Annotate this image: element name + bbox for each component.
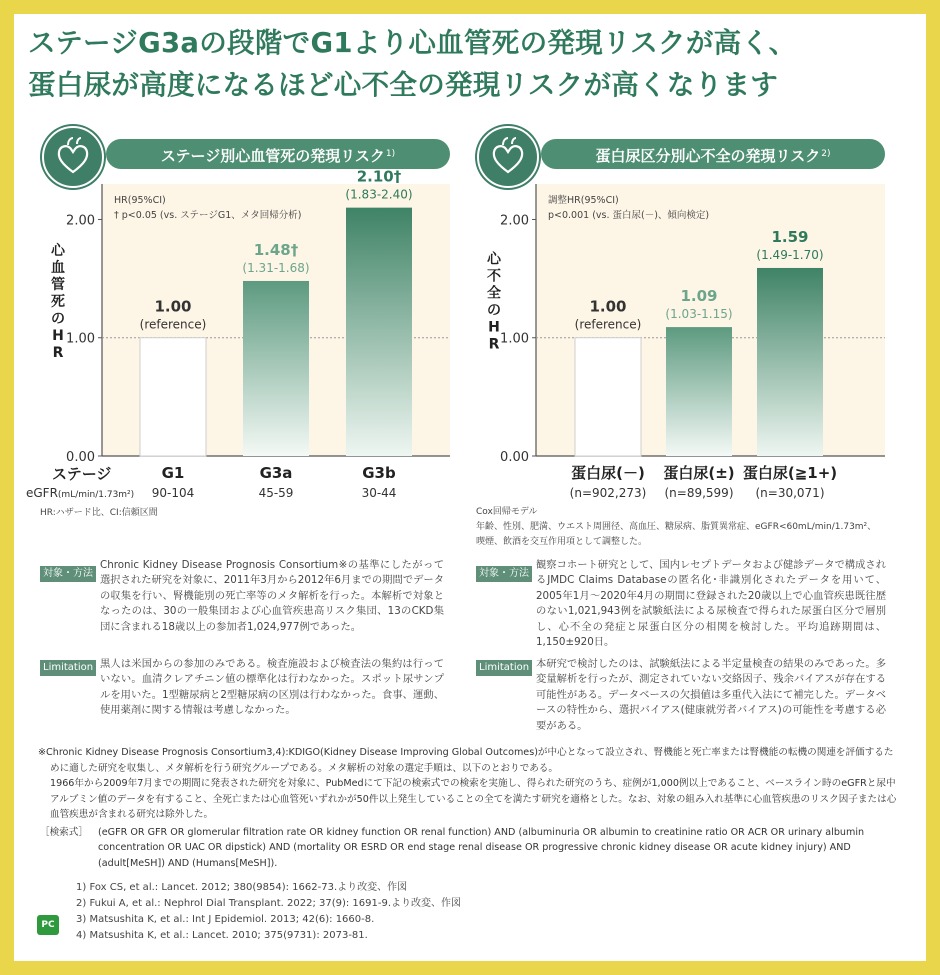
reference-1: 1) Fox CS, et al.: Lancet. 2012; 380(9854): 1662-73.より改変、作図: [76, 882, 408, 893]
right-model-note-2: 年齢、性別、肥満、ウエスト周囲径、高血圧、糖尿病、脂質異常症、eGFR<60mL/min/1.73m²、: [476, 522, 877, 532]
left-category-sublabel: 30-44: [361, 486, 397, 500]
right-category-label: 蛋白尿(±): [663, 464, 735, 482]
page-title-line-2: 蛋白尿が高度になるほど心不全の発現リスクが高くなります: [28, 69, 779, 101]
left-chart-notes: [114, 193, 301, 223]
search-formula: [38, 825, 900, 872]
page-title-line-1: ステージG3aの段階でG1より心血管死の発現リスクが高く、: [28, 27, 797, 59]
right-value-label: 1.59: [771, 227, 809, 246]
right-y-tick-label: 2.00: [500, 213, 529, 229]
right-ci-label: (1.49-1.70): [756, 247, 824, 262]
left-note-hr: HR(95%CI): [114, 195, 166, 206]
left-y-axis-label: 心血管死の H R: [51, 243, 65, 361]
left-value-label: 1.48†: [253, 240, 299, 259]
right-value-label: 1.09: [680, 287, 718, 306]
reference-4: 4) Matsushita K, et al.: Lancet. 2010; 375(9731): 2073-81.: [76, 930, 368, 941]
left-y-tick-label: 2.00: [66, 213, 95, 229]
heart-icon: [42, 126, 104, 188]
right-bar: [757, 268, 823, 456]
left-row-egfr-label: [26, 486, 134, 500]
search-formula-text: (eGFR OR GFR OR glomerular filtration rate OR kidney function OR renal function) AND (albuminuria OR albumin to creatinine ratio OR ACR OR urinary albumin concentration OR UAC OR dipstick) AND (mortality OR ESRD OR end stage renal disease OR progressive chronic kidney disease OR acute kidney injury) AND (adult[MeSH]) AND (Humans[MeSH]).: [98, 826, 865, 869]
right-limitation-tag: Limitation: [476, 660, 532, 676]
left-bar: [140, 338, 206, 456]
left-value-label: 2.10†: [356, 167, 402, 186]
right-chart-title-pill: [541, 139, 885, 169]
right-model-note-1: Cox回帰モデル: [476, 507, 538, 517]
right-y-tick-label: 1.00: [500, 331, 529, 347]
right-ci-label: (1.03-1.15): [665, 307, 733, 322]
left-ci-label: (1.31-1.68): [242, 260, 310, 275]
left-row-stage-label: ステージ: [52, 465, 112, 483]
page-title: [28, 22, 888, 106]
reference-2: 2) Fukui A, et al.: Nephrol Dial Transplant. 2022; 37(9): 1691-9.より改変、作図: [76, 898, 462, 909]
left-chart-title-pill: [106, 139, 450, 169]
right-value-label: 1.00: [589, 297, 627, 316]
right-y-tick-label: 0.00: [500, 450, 529, 465]
right-chart-title: 蛋白尿区分別心不全の発現リスク: [595, 147, 821, 165]
left-category-sublabel: 45-59: [258, 486, 294, 500]
right-model-notes: [476, 505, 876, 550]
left-category-label: G3b: [362, 464, 396, 482]
search-formula-label: ［検索式］: [40, 826, 88, 838]
right-category-label: 蛋白尿(－): [571, 464, 645, 482]
right-y-axis-label: 心不全の H R: [487, 251, 501, 353]
egfr-label: eGFR: [26, 486, 58, 500]
left-category-sublabel: 90-104: [151, 486, 195, 500]
right-methods-text: 観察コホート研究として、国内レセプトデータおよび健診データで構成されるJMDC Claims Databaseの匿名化･非識別化されたデータを用いて、2005年1月～2020年4月の期間に登録された20歳以上で心血管疾患既往歴のない1,021,943例を試験紙法による尿検査で得られた尿蛋白区分で層別し、心不全の発症と尿蛋白区分の相関を検討した。平均追跡期間は、1,150±920日。: [536, 559, 886, 649]
pc-logo: PC: [37, 915, 59, 935]
right-limitation-text: 本研究で検討したのは、試験紙法による半定量検査の結果のみであった。多変量解析を行ったが、測定されていない交絡因子、残余バイアスが存在する可能性がある。データベースの欠損値は多重代入法にて補完した。データベースの特性から、選択バイアス(健康就労者バイアス)の可能性を考慮する必要がある。: [536, 658, 886, 732]
left-limitation-text: 黒人は米国からの参加のみである。検査施設および検査法の集約は行っていない。血清クレアチニン値の標準化は行わなかった。スポット尿サンプルを用いた。1型糖尿病と2型糖尿病の区別は行わなかった。食事、運動、使用薬剤に関する情報は考慮しなかった。: [100, 658, 444, 717]
right-category-sublabel: (n=902,273): [569, 486, 647, 500]
right-category-sublabel: (n=30,071): [755, 486, 825, 500]
right-note-p: p<0.001 (vs. 蛋白尿(－)、傾向検定): [548, 210, 710, 221]
heart-icon: [477, 126, 539, 188]
footnote-line-1: ※Chronic Kidney Disease Prognosis Consortium3,4):KDIGO(Kidney Disease Improving Global Outcomes)が中心となって設立され、腎機能と死亡率または腎機能の転機の関連を評価するために適した研究を収集し、メタ解析を行う研究グループである。メタ解析の対象の選定手順は、以下のとおりである。: [38, 747, 894, 774]
left-value-label: 1.00: [154, 297, 192, 316]
right-ci-label: (reference): [574, 317, 642, 332]
right-chart-title-ref: 2): [821, 149, 831, 159]
left-limitation-tag: Limitation: [40, 660, 96, 676]
right-category-sublabel: (n=89,599): [664, 486, 734, 500]
right-chart-notes: [548, 193, 709, 223]
right-bar-chart: [440, 180, 900, 500]
left-category-label: G3a: [259, 464, 293, 482]
right-model-note-3: 喫煙、飲酒を交互作用項として調整した。: [476, 537, 648, 547]
footnote-line-2: 1966年から2009年7月までの期間に発表された研究を対象に、PubMedにて下記の検索式での検索を実施し、得られた研究のうち、症例が1,000例以上であること、ベースライン時のeGFRと尿中アルブミン値のデータを有すること、全死亡または心血管死いずれかが50件以上発生していることの全てを満たす研究を適格とした。なお、対象の組み入れ基準に心血管疾患のリスク因子または心血管疾患が含まれる研究は除外した。: [50, 778, 897, 820]
egfr-unit: (mL/min/1.73m²): [57, 490, 135, 500]
left-methods-text: Chronic Kidney Disease Prognosis Consortium※の基準にしたがって選択された研究を対象に、2011年3月から2012年6月までの期間でデータの収集を行い、腎機能別の死亡率等のメタ解析を行った。本解析で対象となったのは、30の一般集団および心血管疾患高リスク集団、13のCKD集団に含まれる18歳以上の参加者1,024,977例であった。: [100, 559, 444, 633]
right-bar: [666, 327, 732, 456]
right-methods-tag: 対象・方法: [476, 566, 532, 582]
references: [76, 880, 461, 944]
left-note-p: † p<0.05 (vs. ステージG1、メタ回帰分析): [114, 210, 302, 221]
left-bar: [346, 208, 412, 456]
left-methods-tag: 対象・方法: [40, 566, 96, 582]
left-y-tick-label: 0.00: [66, 450, 95, 465]
left-ci-label: (1.83-2.40): [345, 187, 413, 202]
left-chart-title: ステージ別心血管死の発現リスク: [160, 147, 385, 165]
right-bar: [575, 338, 641, 456]
left-ci-label: (reference): [139, 317, 207, 332]
left-category-label: G1: [161, 464, 185, 482]
left-bar: [243, 281, 309, 456]
left-chart-title-ref: 1): [385, 149, 396, 159]
right-note-hr: 調整HR(95%CI): [548, 195, 619, 206]
reference-3: 3) Matsushita K, et al.: Int J Epidemiol. 2013; 42(6): 1660-8.: [76, 914, 375, 925]
left-y-tick-label: 1.00: [66, 331, 95, 347]
right-category-label: 蛋白尿(≧1+): [742, 464, 838, 482]
left-abbrev-note: HR:ハザード比、CI:信頼区間: [40, 508, 158, 518]
consortium-footnote: [38, 745, 900, 871]
